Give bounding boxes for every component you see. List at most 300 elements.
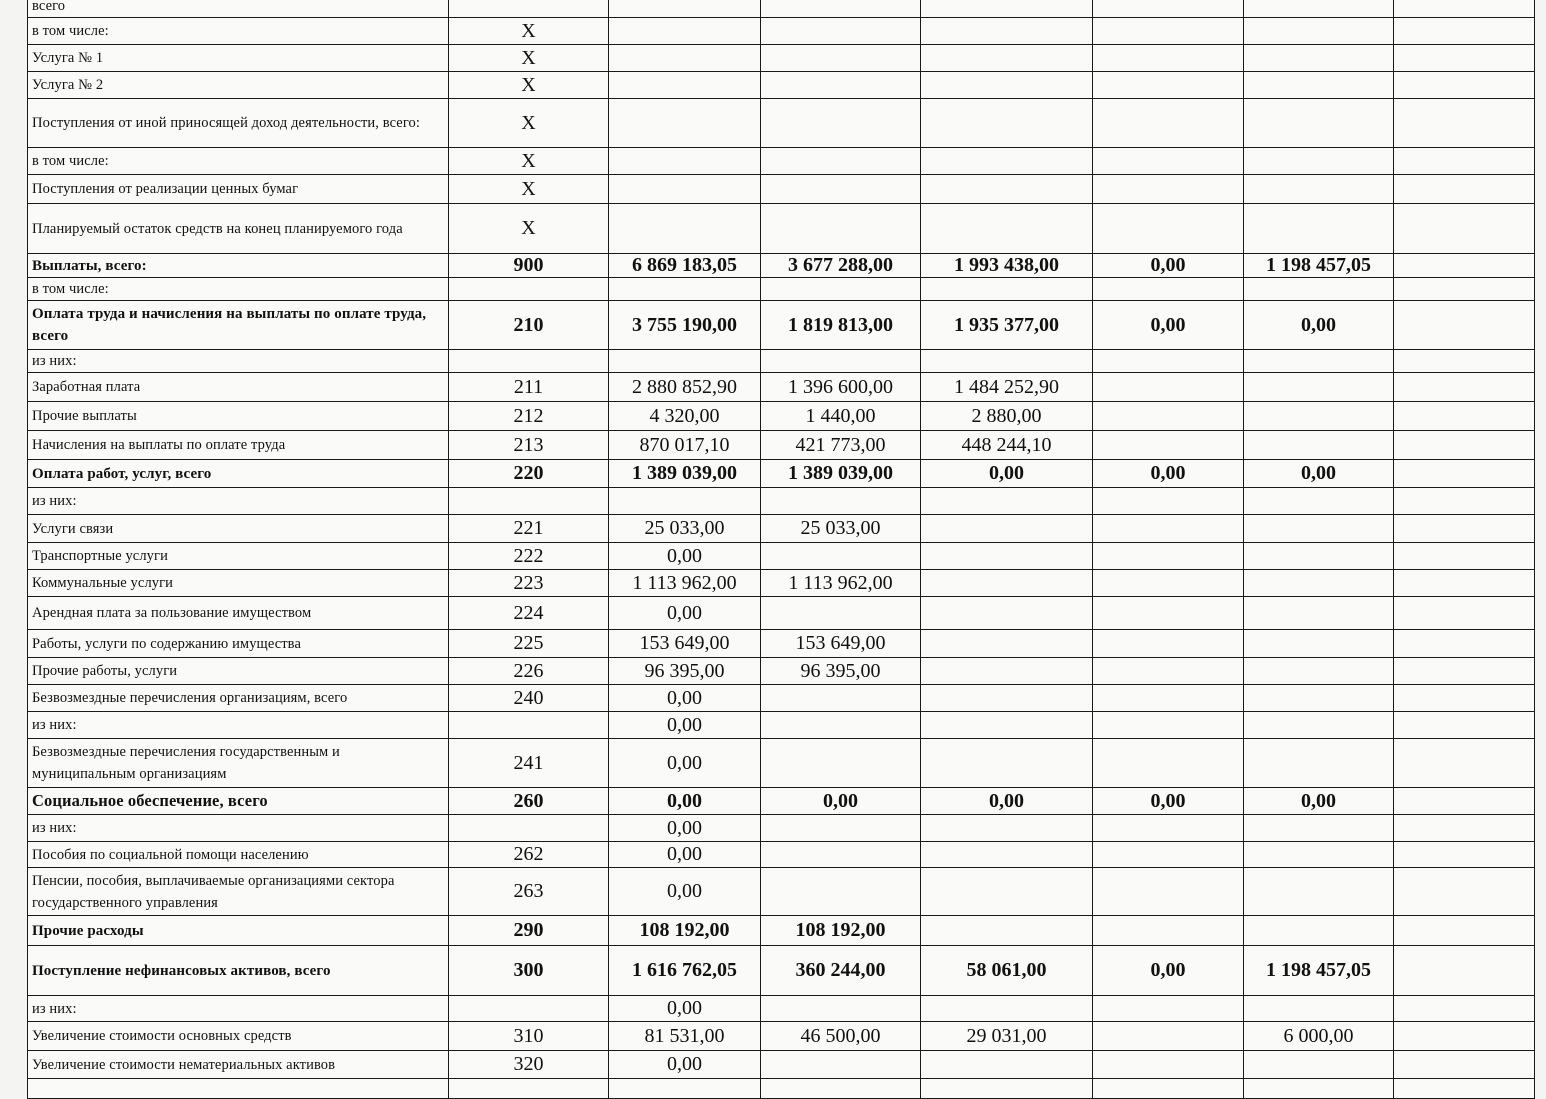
- column-4-cell: [1093, 204, 1244, 254]
- column-6-cell: [1394, 301, 1535, 350]
- column-6-cell: [1394, 460, 1535, 488]
- column-3-cell: [921, 543, 1093, 570]
- column-2-cell: [761, 1051, 921, 1079]
- table-row: [28, 402, 1535, 431]
- column-2-cell: 25 033,00: [761, 515, 921, 543]
- table-row: [28, 204, 1535, 254]
- column-2-cell: [761, 0, 921, 18]
- column-6-cell: [1394, 402, 1535, 431]
- column-6-cell: [1394, 685, 1535, 712]
- row-code-cell: [449, 488, 609, 515]
- column-2-cell: 1 819 813,00: [761, 301, 921, 350]
- column-4-cell: [1093, 0, 1244, 18]
- column-2-cell: [761, 842, 921, 868]
- column-5-cell: [1244, 431, 1394, 460]
- column-4-cell: [1093, 99, 1244, 148]
- row-name-cell: Начисления на выплаты по оплате труда: [28, 431, 449, 460]
- row-name-cell: из них:: [28, 488, 449, 515]
- column-3-cell: [921, 488, 1093, 515]
- column-4-cell: 0,00: [1093, 460, 1244, 488]
- table-row: [28, 543, 1535, 570]
- row-code-cell: 290: [449, 916, 609, 946]
- column-3-cell: [921, 868, 1093, 916]
- table-row: [28, 685, 1535, 712]
- column-5-cell: 1 198 457,05: [1244, 254, 1394, 278]
- total-cell: 1 616 762,05: [609, 946, 761, 996]
- column-4-cell: [1093, 712, 1244, 739]
- row-code-cell: 220: [449, 460, 609, 488]
- column-5-cell: [1244, 373, 1394, 402]
- row-name-cell: Прочие расходы: [28, 916, 449, 946]
- column-5-cell: [1244, 739, 1394, 788]
- table-row: [28, 18, 1535, 45]
- table-row: [28, 488, 1535, 515]
- row-name-cell: Прочие выплаты: [28, 402, 449, 431]
- column-6-cell: [1394, 996, 1535, 1022]
- column-3-cell: [921, 916, 1093, 946]
- row-name-cell: Поступления от реализации ценных бумаг: [28, 175, 449, 204]
- column-3-cell: [921, 175, 1093, 204]
- column-4-cell: [1093, 72, 1244, 99]
- column-5-cell: [1244, 597, 1394, 630]
- total-cell: [609, 278, 761, 301]
- table-row: [28, 868, 1535, 916]
- total-cell: 870 017,10: [609, 431, 761, 460]
- row-code-cell: [449, 1079, 609, 1099]
- row-name-cell: в том числе:: [28, 18, 449, 45]
- column-5-cell: [1244, 658, 1394, 685]
- total-cell: 4 320,00: [609, 402, 761, 431]
- row-name-cell: из них:: [28, 815, 449, 842]
- column-5-cell: [1244, 515, 1394, 543]
- row-code-cell: 262: [449, 842, 609, 868]
- column-3-cell: [921, 99, 1093, 148]
- column-4-cell: [1093, 597, 1244, 630]
- row-name-cell: Пенсии, пособия, выплачиваемые организациями сектора государственного управления: [28, 868, 449, 916]
- total-cell: [609, 148, 761, 175]
- row-code-cell: 221: [449, 515, 609, 543]
- column-5-cell: [1244, 916, 1394, 946]
- row-code-cell: [449, 996, 609, 1022]
- total-cell: 1 113 962,00: [609, 570, 761, 597]
- column-4-cell: [1093, 45, 1244, 72]
- table-row: [28, 460, 1535, 488]
- table-row: [28, 72, 1535, 99]
- column-5-cell: [1244, 488, 1394, 515]
- column-2-cell: [761, 685, 921, 712]
- column-6-cell: [1394, 488, 1535, 515]
- column-3-cell: [921, 72, 1093, 99]
- column-3-cell: 448 244,10: [921, 431, 1093, 460]
- row-name-cell: [28, 1079, 449, 1099]
- column-4-cell: [1093, 515, 1244, 543]
- row-code-cell: X: [449, 45, 609, 72]
- column-3-cell: [921, 515, 1093, 543]
- column-3-cell: 1 935 377,00: [921, 301, 1093, 350]
- column-6-cell: [1394, 712, 1535, 739]
- table-row: [28, 373, 1535, 402]
- row-code-cell: [449, 815, 609, 842]
- table-row: [28, 739, 1535, 788]
- row-code-cell: 211: [449, 373, 609, 402]
- column-2-cell: [761, 712, 921, 739]
- column-6-cell: [1394, 18, 1535, 45]
- column-2-cell: 1 440,00: [761, 402, 921, 431]
- row-name-cell: Поступление нефинансовых активов, всего: [28, 946, 449, 996]
- table-row: [28, 570, 1535, 597]
- column-2-cell: 3 677 288,00: [761, 254, 921, 278]
- row-code-cell: 210: [449, 301, 609, 350]
- column-4-cell: [1093, 1079, 1244, 1099]
- column-2-cell: [761, 1079, 921, 1099]
- column-4-cell: [1093, 570, 1244, 597]
- total-cell: 0,00: [609, 996, 761, 1022]
- row-name-cell: из них:: [28, 350, 449, 373]
- column-6-cell: [1394, 373, 1535, 402]
- column-4-cell: [1093, 431, 1244, 460]
- column-4-cell: [1093, 916, 1244, 946]
- column-4-cell: [1093, 630, 1244, 658]
- row-name-cell: из них:: [28, 712, 449, 739]
- column-2-cell: [761, 543, 921, 570]
- column-4-cell: [1093, 488, 1244, 515]
- column-5-cell: [1244, 99, 1394, 148]
- row-code-cell: [449, 712, 609, 739]
- column-2-cell: 360 244,00: [761, 946, 921, 996]
- row-code-cell: [449, 278, 609, 301]
- column-5-cell: [1244, 402, 1394, 431]
- column-6-cell: [1394, 204, 1535, 254]
- column-6-cell: [1394, 1051, 1535, 1079]
- column-3-cell: [921, 204, 1093, 254]
- column-6-cell: [1394, 431, 1535, 460]
- column-3-cell: [921, 996, 1093, 1022]
- row-code-cell: 240: [449, 685, 609, 712]
- column-6-cell: [1394, 515, 1535, 543]
- row-name-cell: из них:: [28, 996, 449, 1022]
- column-2-cell: [761, 18, 921, 45]
- column-4-cell: [1093, 543, 1244, 570]
- column-5-cell: [1244, 18, 1394, 45]
- column-5-cell: [1244, 175, 1394, 204]
- column-2-cell: [761, 815, 921, 842]
- column-6-cell: [1394, 350, 1535, 373]
- column-3-cell: [921, 712, 1093, 739]
- column-2-cell: 108 192,00: [761, 916, 921, 946]
- column-2-cell: 0,00: [761, 788, 921, 815]
- column-4-cell: 0,00: [1093, 788, 1244, 815]
- column-3-cell: [921, 570, 1093, 597]
- total-cell: 0,00: [609, 685, 761, 712]
- column-2-cell: 1 396 600,00: [761, 373, 921, 402]
- column-2-cell: [761, 350, 921, 373]
- table-body: [28, 0, 1535, 1099]
- total-cell: 0,00: [609, 543, 761, 570]
- column-3-cell: 29 031,00: [921, 1022, 1093, 1051]
- table-row: [28, 788, 1535, 815]
- column-3-cell: [921, 815, 1093, 842]
- table-row: [28, 1022, 1535, 1051]
- table-row: [28, 946, 1535, 996]
- row-code-cell: 222: [449, 543, 609, 570]
- row-name-cell: Коммунальные услуги: [28, 570, 449, 597]
- column-6-cell: [1394, 72, 1535, 99]
- column-3-cell: [921, 842, 1093, 868]
- row-name-cell: Социальное обеспечение, всего: [28, 788, 449, 815]
- column-3-cell: [921, 685, 1093, 712]
- table-row: [28, 431, 1535, 460]
- column-4-cell: [1093, 739, 1244, 788]
- total-cell: [609, 72, 761, 99]
- column-5-cell: [1244, 685, 1394, 712]
- column-5-cell: 0,00: [1244, 460, 1394, 488]
- column-2-cell: [761, 996, 921, 1022]
- column-5-cell: [1244, 996, 1394, 1022]
- column-5-cell: [1244, 868, 1394, 916]
- row-code-cell: 225: [449, 630, 609, 658]
- row-name-cell: Услуга № 1: [28, 45, 449, 72]
- row-code-cell: 900: [449, 254, 609, 278]
- column-5-cell: 0,00: [1244, 301, 1394, 350]
- table-row: [28, 1051, 1535, 1079]
- table-row: [28, 45, 1535, 72]
- column-6-cell: [1394, 1079, 1535, 1099]
- table-row: [28, 842, 1535, 868]
- column-5-cell: [1244, 1079, 1394, 1099]
- row-code-cell: X: [449, 18, 609, 45]
- column-5-cell: 6 000,00: [1244, 1022, 1394, 1051]
- row-name-cell: в том числе:: [28, 148, 449, 175]
- column-5-cell: [1244, 0, 1394, 18]
- column-2-cell: [761, 488, 921, 515]
- column-4-cell: 0,00: [1093, 254, 1244, 278]
- column-4-cell: [1093, 815, 1244, 842]
- column-3-cell: [921, 148, 1093, 175]
- row-code-cell: 223: [449, 570, 609, 597]
- column-2-cell: [761, 204, 921, 254]
- column-2-cell: [761, 72, 921, 99]
- table-row: [28, 916, 1535, 946]
- column-4-cell: [1093, 996, 1244, 1022]
- column-4-cell: [1093, 278, 1244, 301]
- row-code-cell: 226: [449, 658, 609, 685]
- column-3-cell: 2 880,00: [921, 402, 1093, 431]
- total-cell: 1 389 039,00: [609, 460, 761, 488]
- total-cell: [609, 350, 761, 373]
- total-cell: [609, 1079, 761, 1099]
- column-2-cell: 96 395,00: [761, 658, 921, 685]
- row-code-cell: 260: [449, 788, 609, 815]
- column-5-cell: [1244, 204, 1394, 254]
- row-name-cell: Заработная плата: [28, 373, 449, 402]
- row-code-cell: 263: [449, 868, 609, 916]
- column-2-cell: [761, 175, 921, 204]
- total-cell: 2 880 852,90: [609, 373, 761, 402]
- column-6-cell: [1394, 842, 1535, 868]
- column-6-cell: [1394, 597, 1535, 630]
- table-row: [28, 658, 1535, 685]
- row-name-cell: Работы, услуги по содержанию имущества: [28, 630, 449, 658]
- table-row: [28, 515, 1535, 543]
- row-code-cell: X: [449, 99, 609, 148]
- column-3-cell: [921, 0, 1093, 18]
- column-5-cell: [1244, 543, 1394, 570]
- column-4-cell: [1093, 175, 1244, 204]
- total-cell: [609, 45, 761, 72]
- table-row: [28, 350, 1535, 373]
- column-3-cell: [921, 278, 1093, 301]
- column-5-cell: [1244, 630, 1394, 658]
- total-cell: 0,00: [609, 1051, 761, 1079]
- column-6-cell: [1394, 278, 1535, 301]
- column-3-cell: 1 993 438,00: [921, 254, 1093, 278]
- row-code-cell: X: [449, 72, 609, 99]
- total-cell: 0,00: [609, 712, 761, 739]
- column-5-cell: [1244, 350, 1394, 373]
- row-code-cell: X: [449, 175, 609, 204]
- column-4-cell: [1093, 402, 1244, 431]
- row-code-cell: 212: [449, 402, 609, 431]
- table-row: [28, 99, 1535, 148]
- column-6-cell: [1394, 254, 1535, 278]
- column-5-cell: [1244, 842, 1394, 868]
- row-name-cell: Планируемый остаток средств на конец планируемого года: [28, 204, 449, 254]
- row-name-cell: Безвозмездные перечисления государственным и муниципальным организациям: [28, 739, 449, 788]
- column-2-cell: 153 649,00: [761, 630, 921, 658]
- column-5-cell: 1 198 457,05: [1244, 946, 1394, 996]
- column-6-cell: [1394, 0, 1535, 18]
- column-6-cell: [1394, 1022, 1535, 1051]
- table-row: [28, 254, 1535, 278]
- row-code-cell: [449, 0, 609, 18]
- column-3-cell: [921, 658, 1093, 685]
- row-code-cell: 213: [449, 431, 609, 460]
- table-row: [28, 815, 1535, 842]
- row-code-cell: X: [449, 204, 609, 254]
- row-name-cell: Поступления от иной приносящей доход деятельности, всего:: [28, 99, 449, 148]
- table-row: [28, 597, 1535, 630]
- total-cell: [609, 0, 761, 18]
- total-cell: 0,00: [609, 842, 761, 868]
- table-row: [28, 301, 1535, 350]
- row-code-cell: 300: [449, 946, 609, 996]
- column-4-cell: [1093, 148, 1244, 175]
- table-row: [28, 278, 1535, 301]
- column-4-cell: 0,00: [1093, 946, 1244, 996]
- row-name-cell: Транспортные услуги: [28, 543, 449, 570]
- column-6-cell: [1394, 570, 1535, 597]
- row-name-cell: Увеличение стоимости основных средств: [28, 1022, 449, 1051]
- total-cell: 96 395,00: [609, 658, 761, 685]
- table-row: [28, 712, 1535, 739]
- column-4-cell: [1093, 842, 1244, 868]
- column-5-cell: 0,00: [1244, 788, 1394, 815]
- row-code-cell: 310: [449, 1022, 609, 1051]
- column-4-cell: [1093, 18, 1244, 45]
- total-cell: 81 531,00: [609, 1022, 761, 1051]
- column-5-cell: [1244, 1051, 1394, 1079]
- row-code-cell: [449, 350, 609, 373]
- table-row: [28, 1079, 1535, 1099]
- total-cell: 25 033,00: [609, 515, 761, 543]
- column-4-cell: [1093, 1051, 1244, 1079]
- column-4-cell: 0,00: [1093, 301, 1244, 350]
- row-name-cell: всего: [28, 0, 449, 18]
- row-name-cell: в том числе:: [28, 278, 449, 301]
- column-3-cell: 0,00: [921, 788, 1093, 815]
- column-6-cell: [1394, 658, 1535, 685]
- row-name-cell: Оплата труда и начисления на выплаты по оплате труда, всего: [28, 301, 449, 350]
- row-code-cell: 241: [449, 739, 609, 788]
- column-4-cell: [1093, 350, 1244, 373]
- column-2-cell: [761, 278, 921, 301]
- column-3-cell: [921, 1079, 1093, 1099]
- column-4-cell: [1093, 685, 1244, 712]
- column-3-cell: [921, 597, 1093, 630]
- column-4-cell: [1093, 658, 1244, 685]
- total-cell: 0,00: [609, 868, 761, 916]
- column-3-cell: [921, 350, 1093, 373]
- column-3-cell: [921, 739, 1093, 788]
- row-name-cell: Пособия по социальной помощи населению: [28, 842, 449, 868]
- column-6-cell: [1394, 99, 1535, 148]
- column-3-cell: 1 484 252,90: [921, 373, 1093, 402]
- column-2-cell: 421 773,00: [761, 431, 921, 460]
- row-name-cell: Услуга № 2: [28, 72, 449, 99]
- column-6-cell: [1394, 946, 1535, 996]
- row-name-cell: Арендная плата за пользование имуществом: [28, 597, 449, 630]
- row-name-cell: Услуги связи: [28, 515, 449, 543]
- column-4-cell: [1093, 373, 1244, 402]
- total-cell: 3 755 190,00: [609, 301, 761, 350]
- column-2-cell: [761, 45, 921, 72]
- column-4-cell: [1093, 1022, 1244, 1051]
- column-6-cell: [1394, 148, 1535, 175]
- column-4-cell: [1093, 868, 1244, 916]
- column-6-cell: [1394, 630, 1535, 658]
- column-6-cell: [1394, 815, 1535, 842]
- column-2-cell: [761, 868, 921, 916]
- total-cell: 0,00: [609, 815, 761, 842]
- column-5-cell: [1244, 815, 1394, 842]
- column-2-cell: [761, 99, 921, 148]
- column-5-cell: [1244, 570, 1394, 597]
- row-code-cell: X: [449, 148, 609, 175]
- column-2-cell: 1 389 039,00: [761, 460, 921, 488]
- column-5-cell: [1244, 148, 1394, 175]
- column-6-cell: [1394, 868, 1535, 916]
- total-cell: [609, 204, 761, 254]
- column-5-cell: [1244, 712, 1394, 739]
- finance-plan-table: [27, 0, 1535, 1099]
- table-row: [28, 148, 1535, 175]
- column-6-cell: [1394, 543, 1535, 570]
- row-name-cell: Увеличение стоимости нематериальных активов: [28, 1051, 449, 1079]
- column-2-cell: [761, 739, 921, 788]
- column-2-cell: 46 500,00: [761, 1022, 921, 1051]
- row-name-cell: Безвозмездные перечисления организациям, всего: [28, 685, 449, 712]
- column-2-cell: [761, 148, 921, 175]
- column-3-cell: 58 061,00: [921, 946, 1093, 996]
- column-3-cell: [921, 45, 1093, 72]
- column-2-cell: 1 113 962,00: [761, 570, 921, 597]
- total-cell: [609, 488, 761, 515]
- total-cell: 153 649,00: [609, 630, 761, 658]
- table-row: [28, 996, 1535, 1022]
- total-cell: 0,00: [609, 739, 761, 788]
- row-code-cell: 320: [449, 1051, 609, 1079]
- total-cell: [609, 99, 761, 148]
